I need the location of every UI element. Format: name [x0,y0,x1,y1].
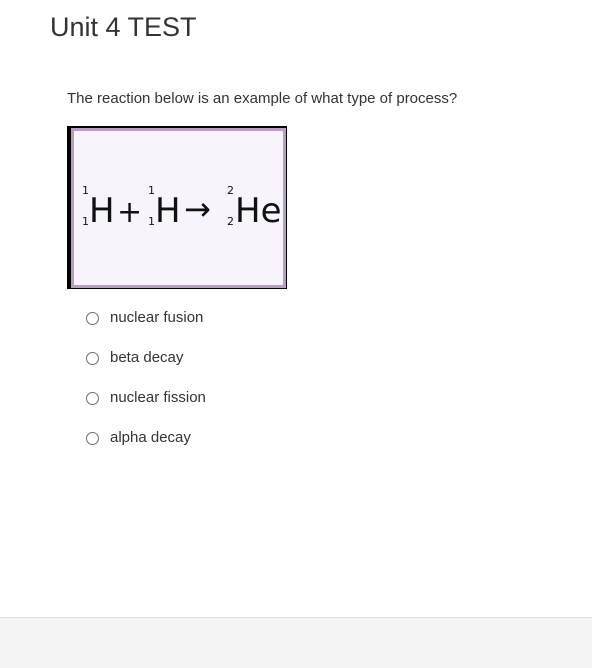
radio-button[interactable] [86,352,99,365]
option-label: nuclear fission [110,389,206,406]
option-nuclear-fusion[interactable] [86,308,206,348]
term1-atomic: 1 [82,215,89,228]
term1-symbol: H [89,191,115,231]
footer-bar [0,617,592,668]
equation-frame [71,128,286,288]
plus-sign: + [117,195,143,230]
option-label: nuclear fusion [110,309,204,326]
term2-atomic: 1 [148,215,155,228]
radio-button[interactable] [86,392,99,405]
option-nuclear-fission[interactable] [86,388,206,428]
product-symbol: He [235,191,282,231]
option-alpha-decay[interactable] [86,428,206,468]
product-atomic: 2 [227,215,234,228]
radio-button[interactable] [86,312,99,325]
term2-symbol: H [155,191,181,231]
answer-options [86,308,206,468]
page-title: Unit 4 TEST [50,12,197,42]
option-label: alpha decay [110,429,191,446]
term1-mass: 1 [82,184,89,197]
product-mass: 2 [227,184,234,197]
question-prompt: The reaction below is an example of what type of process? [67,90,458,107]
radio-button[interactable] [86,432,99,445]
reaction-arrow: → [184,190,211,228]
term2-mass: 1 [148,184,155,197]
option-label: beta decay [110,349,184,366]
equation-svg [74,131,286,288]
option-beta-decay[interactable] [86,348,206,388]
equation-image [67,126,287,289]
